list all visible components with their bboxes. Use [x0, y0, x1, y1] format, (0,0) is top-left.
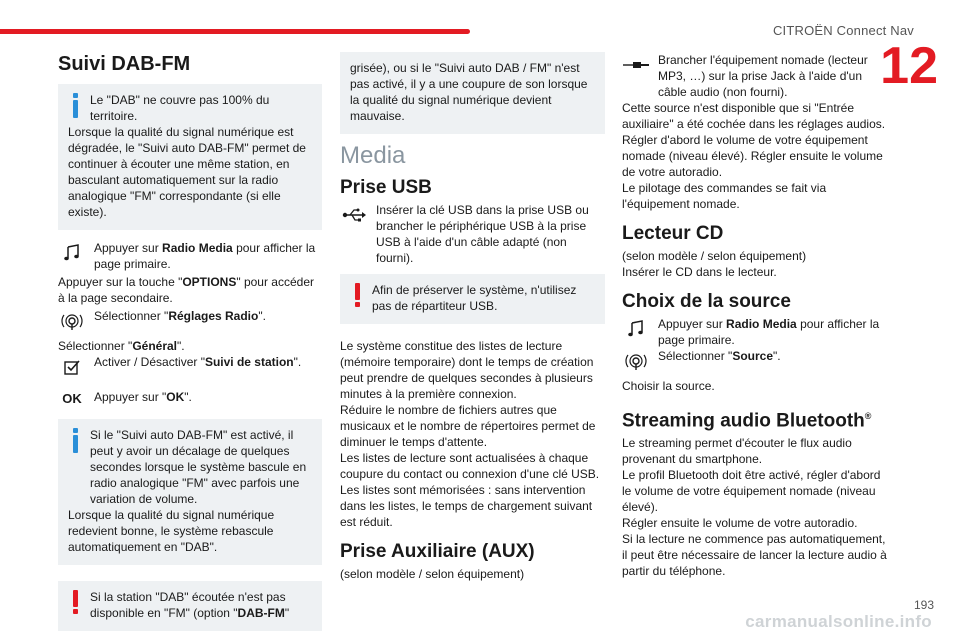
radio-settings-icon	[58, 310, 86, 332]
step-reglages-radio: Sélectionner "Réglages Radio".	[58, 308, 322, 324]
paragraph: Cette source n'est disponible que si "Entrée auxiliaire" a été cochée dans les réglages audios.	[622, 101, 886, 131]
step-ok: OK Appuyer sur "OK".	[58, 386, 322, 405]
column-1	[58, 52, 322, 640]
section-title-aux: Prise Auxiliaire (AUX)	[340, 541, 535, 562]
warning-note: Afin de préserver le système, n'utilisez pas de répartiteur USB.	[340, 274, 605, 324]
section-title-dab-fm: Suivi DAB-FM	[58, 53, 191, 75]
paragraph: Le pilotage des commandes se fait via l'équipement nomade.	[622, 181, 827, 211]
section-title-media: Media	[340, 142, 406, 169]
header-accent-bar	[0, 29, 470, 34]
paragraph: (selon modèle / selon équipement)	[340, 567, 525, 581]
step-insert-usb: Insérer la clé USB dans la prise USB ou brancher le périphérique USB à la prise USB à l'aide d'un câble adapté (non fourni).	[340, 202, 605, 266]
paragraph: Le profil Bluetooth doit être activé, régler d'abord le volume de votre équipement nomade (niveau élevé).	[622, 468, 881, 515]
paragraph: Choisir la source.	[622, 379, 715, 393]
section-title-usb: Prise USB	[340, 177, 432, 198]
step-suivi-station: Activer / Désactiver "Suivi de station".	[58, 354, 322, 370]
step-radio-media-source: Appuyer sur Radio Media pour afficher la page primaire.	[622, 316, 887, 348]
paragraph: Insérer le CD dans le lecteur.	[622, 265, 777, 279]
warning-icon	[350, 283, 364, 311]
paragraph: Les listes de lecture sont actualisées à chaque coupure du contact ou connexion d'une clé USB.	[340, 451, 600, 481]
header-title: CITROËN Connect Nav	[772, 23, 914, 38]
page-number: 193	[913, 598, 934, 612]
note-text: grisée), ou si le "Suivi auto DAB / FM" n'est pas activé, il y a une coupure de son lorsque la qualité du signal numérique devient mauvaise.	[350, 61, 588, 123]
section-title-cd: Lecteur CD	[622, 223, 724, 244]
warning-icon	[68, 590, 82, 618]
note-text: Le "DAB" ne couvre pas 100% du territoire.	[90, 93, 270, 123]
note-text: Lorsque la qualité du signal numérique redevient bonne, le système rebascule automatiquement en "DAB".	[68, 508, 275, 554]
watermark: carmanualsonline.info	[745, 612, 932, 631]
info-icon	[68, 93, 82, 121]
paragraph: Régler ensuite le volume de votre autoradio.	[622, 516, 858, 531]
step-connect-aux: Brancher l'équipement nomade (lecteur MP3, …) sur la prise Jack à l'aide d'un câble audio (non fourni).	[622, 52, 887, 100]
column-2	[340, 52, 605, 582]
radio-settings-icon	[622, 350, 650, 372]
chapter-number: 12	[880, 37, 938, 95]
step-radio-media: Appuyer sur Radio Media pour afficher la page primaire.	[58, 240, 322, 272]
paragraph: Les listes sont mémorisées : sans intervention dans les listes, le temps de chargement suivant est réduit.	[340, 483, 593, 529]
column-3	[622, 52, 887, 579]
info-note	[58, 419, 322, 565]
paragraph: (selon modèle / selon équipement)	[622, 249, 807, 263]
section-title-source: Choix de la source	[622, 291, 791, 312]
paragraph: Le streaming permet d'écouter le flux audio provenant du smartphone.	[622, 436, 852, 467]
instruction-options: Appuyer sur la touche "OPTIONS" pour accéder à la page secondaire.	[58, 275, 314, 305]
note-text: Si le "Suivi auto DAB-FM" est activé, il peut y avoir un décalage de quelques secondes lorsque le système bascule en radio analogique "FM" avec parfois une variation de volume.	[90, 428, 307, 506]
usb-icon	[340, 204, 368, 226]
info-note	[58, 84, 322, 230]
checkbox-icon	[58, 356, 86, 378]
paragraph: Régler d'abord le volume de votre équipement nomade (niveau élevé). Régler ensuite le volume de votre autoradio.	[622, 133, 883, 179]
paragraph: Réduire le nombre de fichiers autres que musicaux et le nombre de répertoires permet de diminuer le temps d'attente.	[340, 403, 596, 449]
paragraph: Si la lecture ne commence pas automatiquement, il peut être nécessaire de lancer la lecture audio à partir du téléphone.	[622, 532, 887, 579]
music-note-icon	[622, 318, 650, 340]
info-icon	[68, 428, 82, 456]
instruction-general: Sélectionner "Général".	[58, 339, 185, 353]
paragraph: Le système constitue des listes de lecture (mémoire temporaire) dont le temps de création peut prendre de quelques secondes à plusieurs minutes à la première connexion.	[340, 339, 594, 401]
jack-plug-icon	[622, 54, 650, 76]
note-text: Lorsque la qualité du signal numérique est dégradée, le "Suivi auto DAB-FM" permet de continuer à écouter une même station, en basculant automatiquement sur la radio analogique "FM" correspondante (si elle existe).	[68, 125, 306, 219]
warning-note: Si la station "DAB" écoutée n'est pas disponible en "FM" (option "DAB-FM"	[58, 581, 322, 631]
section-title-bluetooth: Streaming audio Bluetooth®	[622, 410, 872, 432]
ok-icon: OK	[62, 391, 82, 406]
music-note-icon	[58, 242, 86, 264]
warning-note-continued	[340, 52, 605, 134]
step-select-source: Sélectionner "Source".	[622, 348, 887, 364]
